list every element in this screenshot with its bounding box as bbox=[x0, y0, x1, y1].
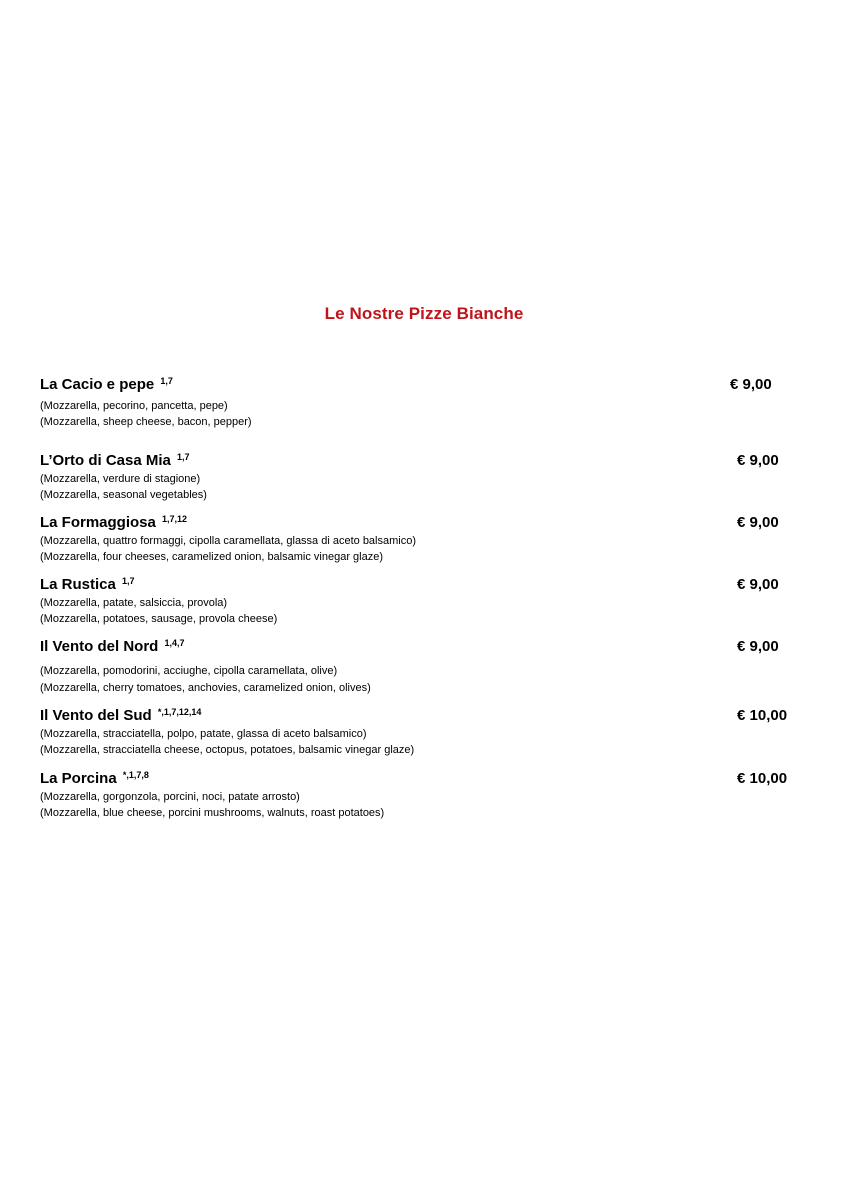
item-name bbox=[40, 707, 800, 725]
item-name bbox=[40, 452, 800, 470]
menu-item-cacio-e-pepe bbox=[40, 376, 800, 430]
description-english: (Mozzarella, seasonal vegetables) bbox=[40, 489, 207, 501]
item-name-text: La Porcina bbox=[40, 770, 117, 787]
item-name bbox=[40, 638, 800, 656]
item-name-text: L’Orto di Casa Mia bbox=[40, 452, 171, 469]
item-name-text: Il Vento del Sud bbox=[40, 707, 152, 724]
description-english: (Mozzarella, blue cheese, porcini mushrooms, walnuts, roast potatoes) bbox=[40, 807, 385, 819]
item-price: € 10,00 bbox=[737, 770, 788, 787]
description-italian: (Mozzarella, verdure di stagione) bbox=[40, 473, 201, 485]
menu-item-vento-del-sud bbox=[40, 707, 800, 758]
description-italian: (Mozzarella, stracciatella, polpo, patate, glassa di aceto balsamico) bbox=[40, 728, 367, 740]
item-name bbox=[40, 514, 800, 532]
item-name bbox=[40, 376, 800, 394]
menu-item-orto-di-casa-mia bbox=[40, 452, 800, 503]
item-name-text: La Cacio e pepe bbox=[40, 376, 155, 393]
allergen-codes: 1,7 bbox=[122, 576, 135, 586]
item-name bbox=[40, 576, 800, 594]
allergen-codes: 1,4,7 bbox=[164, 638, 185, 648]
allergen-codes: 1,7 bbox=[160, 376, 173, 386]
description-english: (Mozzarella, potatoes, sausage, provola cheese) bbox=[40, 613, 278, 625]
menu-item-rustica bbox=[40, 576, 800, 627]
description-english: (Mozzarella, four cheeses, caramelized onion, balsamic vinegar glaze) bbox=[40, 551, 383, 563]
item-price: € 9,00 bbox=[737, 638, 779, 655]
item-price: € 9,00 bbox=[730, 376, 772, 393]
description-english: (Mozzarella, cherry tomatoes, anchovies, caramelized onion, olives) bbox=[40, 682, 371, 694]
allergen-codes: 1,7 bbox=[177, 452, 190, 462]
menu-item-porcina bbox=[40, 770, 800, 821]
description-english: (Mozzarella, stracciatella cheese, octopus, potatoes, balsamic vinegar glaze) bbox=[40, 744, 415, 756]
item-price: € 9,00 bbox=[737, 514, 779, 531]
item-price: € 9,00 bbox=[737, 576, 779, 593]
item-price: € 10,00 bbox=[737, 707, 788, 724]
menu-title: Le Nostre Pizze Bianche bbox=[324, 304, 524, 323]
description-italian: (Mozzarella, pomodorini, acciughe, cipolla caramellata, olive) bbox=[40, 665, 338, 677]
item-price: € 9,00 bbox=[737, 452, 779, 469]
allergen-codes: *,1,7,12,14 bbox=[157, 707, 202, 717]
item-name-text: La Rustica bbox=[40, 576, 116, 593]
allergen-codes: 1,7,12 bbox=[162, 514, 188, 524]
item-name bbox=[40, 770, 800, 788]
item-name-text: Il Vento del Nord bbox=[40, 638, 159, 655]
allergen-codes: *,1,7,8 bbox=[122, 770, 149, 780]
description-italian: (Mozzarella, patate, salsiccia, provola) bbox=[40, 597, 228, 609]
menu-item-vento-del-nord bbox=[40, 638, 800, 696]
description-english: (Mozzarella, sheep cheese, bacon, pepper) bbox=[40, 416, 252, 428]
description-italian: (Mozzarella, pecorino, pancetta, pepe) bbox=[40, 400, 228, 412]
description-italian: (Mozzarella, gorgonzola, porcini, noci, patate arrosto) bbox=[40, 791, 300, 803]
description-italian: (Mozzarella, quattro formaggi, cipolla caramellata, glassa di aceto balsamico) bbox=[40, 535, 417, 547]
menu-item-formaggiosa bbox=[40, 514, 800, 565]
item-name-text: La Formaggiosa bbox=[40, 514, 156, 531]
